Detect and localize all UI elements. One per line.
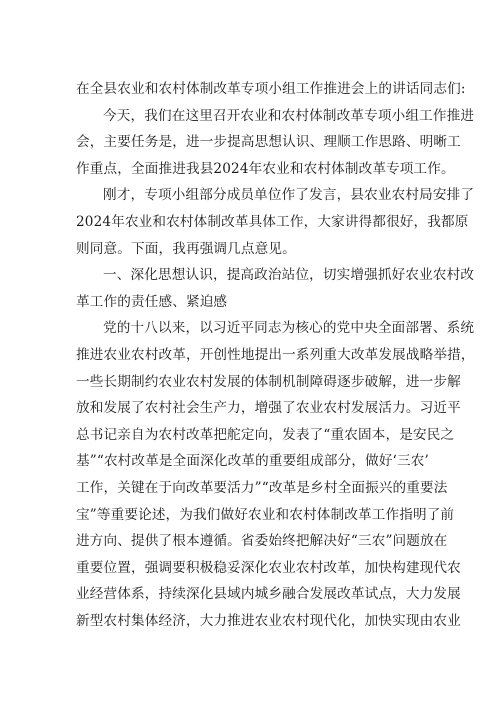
paragraph-line: 进方向、提供了根本遵循。省委始终把解决好“三农”问题放在 — [76, 533, 448, 550]
speech-text — [76, 76, 475, 634]
paragraph-line: 一些长期制约农业农村发展的体制机制障碍逐步破解，进一步解 — [76, 373, 461, 390]
paragraph-line: 基”“农村改革是全面深化改革的重要组成部分，做好‘三农’ — [76, 453, 429, 470]
paragraph-line: 业经营体系，持续深化县域内城乡融合发展改革试点，大力发展 — [76, 586, 461, 603]
paragraph-line: 放和发展了农村社会生产力，增强了农业农村发展活力。习近平 — [76, 400, 461, 417]
speech-title-line: 在全县农业和农村体制改革专项小组工作推进会上的讲话同志们: — [76, 81, 466, 97]
paragraph-line: 则同意。下面，我再强调几点意见。 — [76, 240, 296, 257]
section-heading-line: 一、深化思想认识，提高政治站位，切实增强抓好农业农村改 — [103, 267, 475, 284]
section-heading-line: 革工作的责任感、紧迫感 — [76, 293, 228, 310]
paragraph-line: 2024年农业和农村体制改革具体工作，大家讲得都很好，我都原 — [76, 213, 469, 230]
paragraph-line: 工作，关键在于向改革要活力”“改革是乡村全面振兴的重要法 — [76, 479, 448, 496]
paragraph-line: 今天，我们在这里召开农业和农村体制改革专项小组工作推进 — [103, 107, 475, 124]
paragraph-line: 党的十八以来，以习近平同志为核心的党中央全面部署、系统 — [103, 320, 475, 337]
paragraph-line: 重要位置，强调要积极稳妥深化农业农村改革，加快构建现代农 — [76, 559, 461, 576]
paragraph-line: 总书记亲自为农村改革把舵定向，发表了“重农固本，是安民之 — [76, 426, 455, 443]
paragraph-line: 刚才，专项小组部分成员单位作了发言，县农业农村局安排了 — [103, 187, 475, 204]
paragraph-line: 新型农村集体经济，大力推进农业农村现代化，加快实现由农业 — [76, 612, 461, 629]
paragraph-line: 作重点，全面推进我县2024年农业和农村体制改革专项工作。 — [76, 160, 455, 177]
paragraph-line: 会，主要任务是，进一步提高思想认识、理顺工作思路、明晰工 — [76, 134, 461, 151]
paragraph-line: 宝”等重要论述，为我们做好农业和农村体制改革工作指明了前 — [76, 506, 455, 523]
paragraph-line: 推进农业农村改革，开创性地提出一系列重大改革发展战略举措， — [76, 346, 475, 363]
